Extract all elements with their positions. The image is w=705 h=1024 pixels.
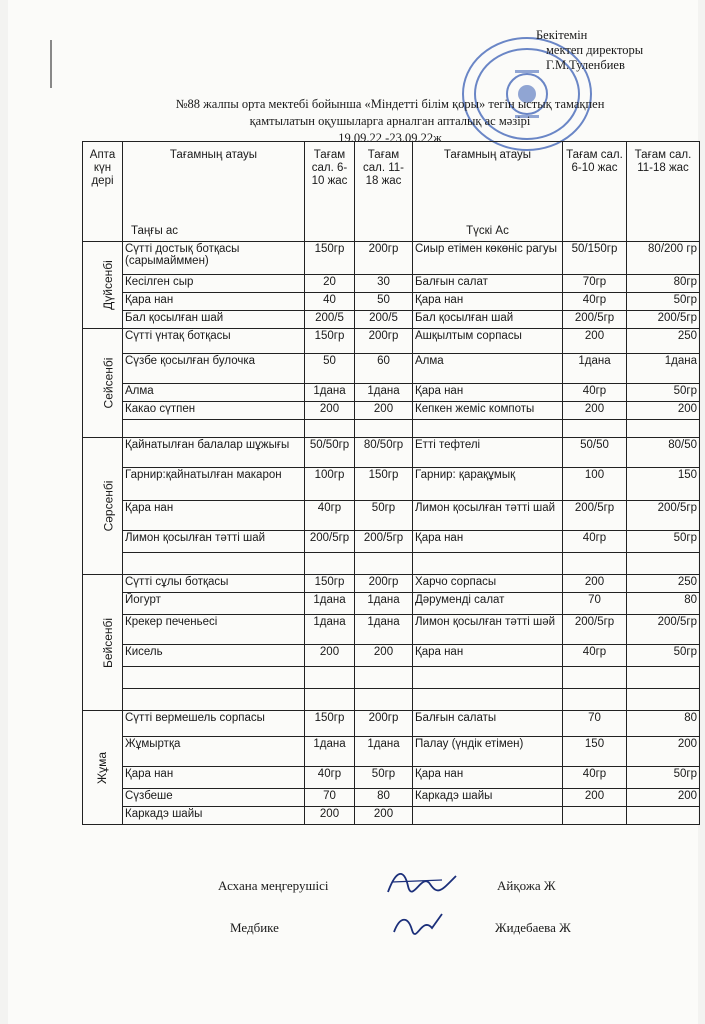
lunch-item [413,689,563,711]
lunch-amount-6-10: 40гр [563,645,627,667]
breakfast-item [123,420,305,438]
lunch-item: Харчо сорпасы [413,575,563,593]
breakfast-amount-11-18: 200гр [355,575,413,593]
lunch-amount-11-18: 50гр [627,293,700,311]
lunch-item: Палау (үндік етімен) [413,737,563,767]
lunch-amount-11-18: 50гр [627,767,700,789]
approval-line-3: Г.М.Туленбиев [546,58,625,72]
table-row [83,501,700,531]
breakfast-amount-6-10: 40гр [305,501,355,531]
breakfast-amount-11-18: 50гр [355,767,413,789]
breakfast-amount-6-10: 40 [305,293,355,311]
breakfast-amount-6-10: 150гр [305,242,355,275]
lunch-amount-6-10: 200 [563,402,627,420]
table-row [83,645,700,667]
breakfast-amount-11-18 [355,553,413,575]
lunch-item [413,667,563,689]
breakfast-item: Сүтті достық ботқасы (сарымайммен) [123,242,305,275]
breakfast-item: Кисель [123,645,305,667]
breakfast-amount-6-10: 1дана [305,593,355,615]
breakfast-amount-6-10: 200/5 [305,311,355,329]
lunch-amount-11-18 [627,667,700,689]
table-row [83,737,700,767]
lunch-amount-11-18 [627,807,700,825]
breakfast-amount-11-18: 50 [355,293,413,311]
breakfast-amount-6-10 [305,553,355,575]
breakfast-amount-6-10: 40гр [305,767,355,789]
lunch-amount-11-18: 50гр [627,531,700,553]
day-name: Жұма [95,751,110,784]
header-breakfast-name: Тағамның атауы Таңғы ас [123,142,305,242]
lunch-amount-11-18: 80 [627,711,700,737]
lunch-amount-6-10: 100 [563,468,627,501]
header-day: Апта күн дері [83,142,123,242]
lunch-amount-11-18: 1дана [627,354,700,384]
breakfast-amount-11-18: 1дана [355,593,413,615]
lunch-item: Етті тефтелі [413,438,563,468]
breakfast-item [123,553,305,575]
lunch-item: Қара нан [413,767,563,789]
breakfast-amount-11-18 [355,420,413,438]
lunch-item: Балғын салаты [413,711,563,737]
breakfast-amount-6-10: 200 [305,807,355,825]
table-row [83,329,700,354]
breakfast-item: Бал қосылған шай [123,311,305,329]
breakfast-item: Кесілген сыр [123,275,305,293]
breakfast-amount-6-10: 50/50гр [305,438,355,468]
table-row [83,293,700,311]
lunch-item: Қара нан [413,293,563,311]
lunch-amount-11-18: 200 [627,789,700,807]
title-line-3: 19.09.22 -23.09.22ж [338,131,442,145]
header-breakfast-11-18: Тағам сал. 11-18 жас [355,142,413,242]
day-label [83,329,123,438]
table-row [83,311,700,329]
lunch-amount-6-10 [563,689,627,711]
lunch-amount-6-10: 40гр [563,293,627,311]
table-row [83,553,700,575]
table-row [83,402,700,420]
breakfast-amount-6-10 [305,689,355,711]
breakfast-item [123,689,305,711]
breakfast-amount-11-18: 1дана [355,615,413,645]
day-name: Дүйсенбі [100,260,115,310]
breakfast-amount-6-10: 150гр [305,329,355,354]
header-lunch-6-10: Тағам сал. 6-10 жас [563,142,627,242]
breakfast-amount-11-18 [355,689,413,711]
lunch-item [413,553,563,575]
lunch-item: Кепкен жеміс компоты [413,402,563,420]
table-row [83,468,700,501]
header-lunch-name: Тағамның атауы Түскі Ас [413,142,563,242]
breakfast-amount-11-18: 200/5гр [355,531,413,553]
lunch-item: Бал қосылған шай [413,311,563,329]
role-nurse: Медбике [230,920,279,935]
lunch-amount-11-18: 250 [627,575,700,593]
breakfast-amount-6-10: 1дана [305,615,355,645]
breakfast-amount-11-18: 1дана [355,384,413,402]
breakfast-item [123,667,305,689]
table-row [83,242,700,275]
lunch-item: Балғын салат [413,275,563,293]
breakfast-item: Каркадэ шайы [123,807,305,825]
breakfast-amount-11-18: 60 [355,354,413,384]
breakfast-amount-6-10: 200/5гр [305,531,355,553]
document-title [60,96,705,147]
breakfast-item: Жұмыртқа [123,737,305,767]
breakfast-amount-6-10: 50 [305,354,355,384]
lunch-amount-6-10: 150 [563,737,627,767]
lunch-amount-6-10: 200/5гр [563,501,627,531]
table-row [83,531,700,553]
approval-block [536,28,643,73]
lunch-amount-11-18 [627,553,700,575]
breakfast-item: Қайнатылған балалар шұжығы [123,438,305,468]
breakfast-amount-11-18 [355,667,413,689]
name-nurse: Жидебаева Ж [495,920,571,935]
lunch-amount-11-18: 50гр [627,384,700,402]
lunch-item: Қара нан [413,645,563,667]
breakfast-amount-11-18: 200гр [355,242,413,275]
breakfast-amount-6-10 [305,667,355,689]
day-label [83,575,123,711]
lunch-amount-11-18: 250 [627,329,700,354]
table-row [83,807,700,825]
lunch-amount-11-18: 200/5гр [627,615,700,645]
breakfast-item: Қара нан [123,767,305,789]
breakfast-item: Крекер печеньесі [123,615,305,645]
lunch-amount-6-10: 200 [563,575,627,593]
lunch-amount-6-10: 200 [563,789,627,807]
lunch-amount-11-18 [627,420,700,438]
breakfast-item: Сүзбе қосылған булочка [123,354,305,384]
lunch-item: Гарнир: қарақұмық [413,468,563,501]
breakfast-amount-6-10: 200 [305,402,355,420]
breakfast-amount-11-18: 200/5 [355,311,413,329]
role-kitchen-head: Асхана меңгерушісі [218,878,329,893]
table-row [83,711,700,737]
lunch-item [413,807,563,825]
table-row [83,275,700,293]
day-name: Сейсенбі [101,357,116,409]
lunch-amount-6-10: 70 [563,711,627,737]
breakfast-amount-11-18: 1дана [355,737,413,767]
lunch-item: Лимон қосылған тәтті шәй [413,615,563,645]
lunch-amount-6-10 [563,667,627,689]
lunch-amount-11-18: 80 [627,593,700,615]
lunch-amount-11-18: 200 [627,737,700,767]
breakfast-item: Сүтті сұлы ботқасы [123,575,305,593]
lunch-item: Қара нан [413,531,563,553]
day-name: Сәрсенбі [101,480,116,532]
breakfast-amount-11-18: 200гр [355,711,413,737]
breakfast-item: Йогурт [123,593,305,615]
lunch-amount-11-18 [627,689,700,711]
breakfast-item: Сүтті үнтақ ботқасы [123,329,305,354]
table-header-row [83,142,700,242]
lunch-amount-6-10 [563,420,627,438]
breakfast-amount-6-10: 1дана [305,737,355,767]
breakfast-item: Қара нан [123,293,305,311]
breakfast-amount-6-10: 1дана [305,384,355,402]
lunch-amount-11-18: 150 [627,468,700,501]
lunch-amount-6-10: 40гр [563,384,627,402]
lunch-item: Лимон қосылған тәтті шай [413,501,563,531]
lunch-item: Каркадэ шайы [413,789,563,807]
weekly-menu-table [82,141,700,825]
breakfast-amount-11-18: 150гр [355,468,413,501]
table-row [83,615,700,645]
breakfast-amount-11-18: 30 [355,275,413,293]
lunch-amount-11-18: 80/50 [627,438,700,468]
lunch-amount-11-18: 80/200 гр [627,242,700,275]
table-row [83,689,700,711]
lunch-amount-6-10: 70гр [563,275,627,293]
lunch-amount-11-18: 50гр [627,645,700,667]
breakfast-item: Гарнир:қайнатылған макарон [123,468,305,501]
table-row [83,767,700,789]
lunch-item: Сиыр етімен көкөніс рагуы [413,242,563,275]
breakfast-amount-11-18: 200 [355,807,413,825]
breakfast-item: Қара нан [123,501,305,531]
lunch-amount-6-10: 200/5гр [563,615,627,645]
table-row [83,667,700,689]
table-row [83,789,700,807]
breakfast-amount-6-10: 20 [305,275,355,293]
lunch-amount-6-10: 70 [563,593,627,615]
breakfast-amount-6-10: 100гр [305,468,355,501]
lunch-amount-6-10: 40гр [563,531,627,553]
breakfast-amount-6-10: 150гр [305,575,355,593]
lunch-amount-6-10: 1дана [563,354,627,384]
breakfast-amount-11-18: 80/50гр [355,438,413,468]
lunch-amount-6-10: 200 [563,329,627,354]
lunch-item: Алма [413,354,563,384]
lunch-amount-6-10 [563,807,627,825]
margin-mark [50,40,52,88]
day-label [83,438,123,575]
lunch-amount-6-10: 50/50 [563,438,627,468]
lunch-amount-11-18: 200 [627,402,700,420]
day-label [83,711,123,825]
breakfast-item: Лимон қосылған тәтті шай [123,531,305,553]
table-row [83,575,700,593]
table-row [83,384,700,402]
lunch-amount-11-18: 200/5гр [627,311,700,329]
breakfast-amount-11-18: 200 [355,402,413,420]
breakfast-amount-11-18: 200гр [355,329,413,354]
table-row [83,438,700,468]
breakfast-amount-6-10: 150гр [305,711,355,737]
lunch-amount-6-10: 40гр [563,767,627,789]
title-line-2: қамтылатын оқушыларга арналган апталық ас мәзірі [249,114,531,128]
lunch-item: Қара нан [413,384,563,402]
breakfast-item: Сүзбеше [123,789,305,807]
title-line-1: №88 жалпы орта мектебі бойынша «Міндетті білім қоры» тегін ыстық тамақпен [175,97,605,111]
breakfast-amount-11-18: 50гр [355,501,413,531]
header-lunch-11-18: Тағам сал. 11-18 жас [627,142,700,242]
table-row [83,354,700,384]
breakfast-item: Сүтті вермешель сорпасы [123,711,305,737]
lunch-amount-6-10: 50/150гр [563,242,627,275]
day-name: Бейсенбі [101,617,116,668]
lunch-item [413,420,563,438]
breakfast-amount-6-10 [305,420,355,438]
table-row [83,593,700,615]
lunch-amount-11-18: 80гр [627,275,700,293]
breakfast-amount-6-10: 200 [305,645,355,667]
lunch-amount-11-18: 200/5гр [627,501,700,531]
breakfast-amount-11-18: 80 [355,789,413,807]
table-row [83,420,700,438]
day-label [83,242,123,329]
lunch-amount-6-10 [563,553,627,575]
lunch-amount-6-10: 200/5гр [563,311,627,329]
approval-line-1: Бекітемін [536,28,588,42]
breakfast-item: Какао сүтпен [123,402,305,420]
lunch-item: Дәруменді салат [413,593,563,615]
breakfast-item: Алма [123,384,305,402]
approval-line-2: мектеп директоры [546,43,644,57]
lunch-item: Ашқылтым сорпасы [413,329,563,354]
name-kitchen-head: Айқожа Ж [497,878,556,893]
breakfast-amount-11-18: 200 [355,645,413,667]
breakfast-amount-6-10: 70 [305,789,355,807]
header-breakfast-6-10: Тағам сал. 6-10 жас [305,142,355,242]
